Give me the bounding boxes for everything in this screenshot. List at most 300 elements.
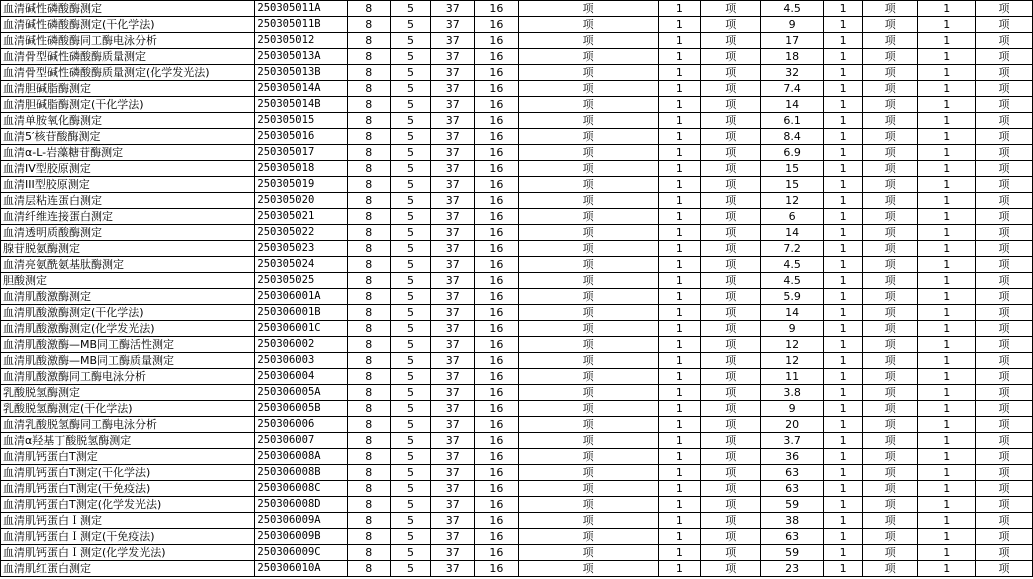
value-cell[interactable]: 16 <box>475 353 519 369</box>
count-cell[interactable]: 1 <box>658 257 701 273</box>
value-cell[interactable]: 5 <box>390 241 431 257</box>
unit-cell[interactable]: 项 <box>976 465 1033 481</box>
count-cell[interactable]: 1 <box>658 193 701 209</box>
value-cell[interactable]: 16 <box>475 305 519 321</box>
value-cell[interactable]: 8 <box>348 97 391 113</box>
unit-cell[interactable]: 项 <box>701 49 761 65</box>
count-cell[interactable]: 1 <box>658 17 701 33</box>
value-cell[interactable]: 8 <box>348 305 391 321</box>
value-cell[interactable]: 16 <box>475 289 519 305</box>
value-cell[interactable]: 8 <box>348 209 391 225</box>
count-cell[interactable]: 1 <box>918 65 976 81</box>
count-cell[interactable]: 1 <box>918 273 976 289</box>
unit-cell[interactable]: 项 <box>863 561 918 577</box>
count-cell[interactable]: 1 <box>918 353 976 369</box>
count-cell[interactable]: 1 <box>658 513 701 529</box>
count-cell[interactable]: 1 <box>918 17 976 33</box>
value-cell[interactable]: 8 <box>348 337 391 353</box>
unit-cell[interactable]: 项 <box>976 337 1033 353</box>
price-cell[interactable]: 63 <box>761 481 824 497</box>
count-cell[interactable]: 1 <box>918 433 976 449</box>
count-cell[interactable]: 1 <box>918 161 976 177</box>
item-code-cell[interactable]: 250305013B <box>255 65 348 81</box>
count-cell[interactable]: 1 <box>824 225 863 241</box>
value-cell[interactable]: 16 <box>475 33 519 49</box>
value-cell[interactable]: 16 <box>475 161 519 177</box>
unit-cell[interactable]: 项 <box>701 193 761 209</box>
value-cell[interactable]: 37 <box>431 305 475 321</box>
value-cell[interactable]: 8 <box>348 369 391 385</box>
value-cell[interactable]: 37 <box>431 369 475 385</box>
item-code-cell[interactable]: 250305015 <box>255 113 348 129</box>
value-cell[interactable]: 16 <box>475 225 519 241</box>
item-code-cell[interactable]: 250305011B <box>255 17 348 33</box>
price-cell[interactable]: 63 <box>761 465 824 481</box>
value-cell[interactable]: 16 <box>475 273 519 289</box>
unit-cell[interactable]: 项 <box>863 113 918 129</box>
item-code-cell[interactable]: 250305012 <box>255 33 348 49</box>
item-name-cell[interactable]: 血清胆碱脂酶测定 <box>1 81 255 97</box>
count-cell[interactable]: 1 <box>918 129 976 145</box>
value-cell[interactable]: 5 <box>390 161 431 177</box>
item-name-cell[interactable]: 血清肌红蛋白测定 <box>1 561 255 577</box>
value-cell[interactable]: 16 <box>475 17 519 33</box>
value-cell[interactable]: 37 <box>431 433 475 449</box>
unit-cell[interactable]: 项 <box>701 129 761 145</box>
unit-cell[interactable]: 项 <box>863 193 918 209</box>
unit-cell[interactable]: 项 <box>976 97 1033 113</box>
count-cell[interactable]: 1 <box>824 97 863 113</box>
value-cell[interactable]: 5 <box>390 289 431 305</box>
value-cell[interactable]: 37 <box>431 481 475 497</box>
value-cell[interactable]: 8 <box>348 1 391 17</box>
unit-cell[interactable]: 项 <box>518 257 658 273</box>
price-cell[interactable]: 12 <box>761 193 824 209</box>
count-cell[interactable]: 1 <box>658 1 701 17</box>
value-cell[interactable]: 16 <box>475 465 519 481</box>
value-cell[interactable]: 37 <box>431 145 475 161</box>
count-cell[interactable]: 1 <box>824 513 863 529</box>
unit-cell[interactable]: 项 <box>518 17 658 33</box>
item-name-cell[interactable]: 血清肌钙蛋白T测定(化学发光法) <box>1 497 255 513</box>
item-code-cell[interactable]: 250305019 <box>255 177 348 193</box>
count-cell[interactable]: 1 <box>824 81 863 97</box>
count-cell[interactable]: 1 <box>824 529 863 545</box>
count-cell[interactable]: 1 <box>658 449 701 465</box>
unit-cell[interactable]: 项 <box>863 513 918 529</box>
unit-cell[interactable]: 项 <box>518 145 658 161</box>
count-cell[interactable]: 1 <box>658 145 701 161</box>
count-cell[interactable]: 1 <box>918 225 976 241</box>
count-cell[interactable]: 1 <box>824 1 863 17</box>
value-cell[interactable]: 5 <box>390 401 431 417</box>
value-cell[interactable]: 8 <box>348 145 391 161</box>
unit-cell[interactable]: 项 <box>701 337 761 353</box>
value-cell[interactable]: 37 <box>431 241 475 257</box>
item-code-cell[interactable]: 250306008A <box>255 449 348 465</box>
price-cell[interactable]: 59 <box>761 545 824 561</box>
value-cell[interactable]: 8 <box>348 385 391 401</box>
unit-cell[interactable]: 项 <box>701 241 761 257</box>
item-name-cell[interactable]: 血清透明质酸酶测定 <box>1 225 255 241</box>
count-cell[interactable]: 1 <box>918 305 976 321</box>
unit-cell[interactable]: 项 <box>518 369 658 385</box>
value-cell[interactable]: 5 <box>390 305 431 321</box>
price-cell[interactable]: 12 <box>761 353 824 369</box>
count-cell[interactable]: 1 <box>918 561 976 577</box>
value-cell[interactable]: 5 <box>390 497 431 513</box>
value-cell[interactable]: 16 <box>475 65 519 81</box>
item-name-cell[interactable]: 血清肌钙蛋白Ｉ测定(干免疫法) <box>1 529 255 545</box>
count-cell[interactable]: 1 <box>918 209 976 225</box>
item-name-cell[interactable]: 血清5′核苷酸酶测定 <box>1 129 255 145</box>
item-name-cell[interactable]: 血清骨型碱性磷酸酶质量测定 <box>1 49 255 65</box>
value-cell[interactable]: 5 <box>390 49 431 65</box>
unit-cell[interactable]: 项 <box>976 177 1033 193</box>
price-cell[interactable]: 14 <box>761 305 824 321</box>
value-cell[interactable]: 8 <box>348 17 391 33</box>
value-cell[interactable]: 16 <box>475 337 519 353</box>
value-cell[interactable]: 5 <box>390 257 431 273</box>
unit-cell[interactable]: 项 <box>976 81 1033 97</box>
item-name-cell[interactable]: 血清胆碱脂酶测定(干化学法) <box>1 97 255 113</box>
count-cell[interactable]: 1 <box>824 49 863 65</box>
count-cell[interactable]: 1 <box>918 241 976 257</box>
count-cell[interactable]: 1 <box>658 49 701 65</box>
price-cell[interactable]: 7.4 <box>761 81 824 97</box>
value-cell[interactable]: 8 <box>348 177 391 193</box>
value-cell[interactable]: 8 <box>348 433 391 449</box>
value-cell[interactable]: 37 <box>431 225 475 241</box>
count-cell[interactable]: 1 <box>824 17 863 33</box>
count-cell[interactable]: 1 <box>824 113 863 129</box>
value-cell[interactable]: 16 <box>475 529 519 545</box>
unit-cell[interactable]: 项 <box>701 161 761 177</box>
value-cell[interactable]: 5 <box>390 177 431 193</box>
price-cell[interactable]: 9 <box>761 321 824 337</box>
item-name-cell[interactable]: 血清肌钙蛋白T测定 <box>1 449 255 465</box>
value-cell[interactable]: 8 <box>348 49 391 65</box>
count-cell[interactable]: 1 <box>824 465 863 481</box>
unit-cell[interactable]: 项 <box>863 161 918 177</box>
price-cell[interactable]: 6 <box>761 209 824 225</box>
count-cell[interactable]: 1 <box>658 161 701 177</box>
item-code-cell[interactable]: 250306008B <box>255 465 348 481</box>
unit-cell[interactable]: 项 <box>976 49 1033 65</box>
unit-cell[interactable]: 项 <box>863 209 918 225</box>
item-name-cell[interactable]: 血清碱性磷酸酶测定(干化学法) <box>1 17 255 33</box>
value-cell[interactable]: 16 <box>475 129 519 145</box>
unit-cell[interactable]: 项 <box>701 385 761 401</box>
item-name-cell[interactable]: 血清乳酸脱氢酶同工酶电泳分析 <box>1 417 255 433</box>
unit-cell[interactable]: 项 <box>701 481 761 497</box>
count-cell[interactable]: 1 <box>918 337 976 353</box>
count-cell[interactable]: 1 <box>824 129 863 145</box>
unit-cell[interactable]: 项 <box>518 561 658 577</box>
unit-cell[interactable]: 项 <box>976 129 1033 145</box>
value-cell[interactable]: 8 <box>348 65 391 81</box>
price-cell[interactable]: 7.2 <box>761 241 824 257</box>
value-cell[interactable]: 16 <box>475 385 519 401</box>
unit-cell[interactable]: 项 <box>518 417 658 433</box>
unit-cell[interactable]: 项 <box>863 497 918 513</box>
unit-cell[interactable]: 项 <box>976 161 1033 177</box>
value-cell[interactable]: 5 <box>390 417 431 433</box>
item-code-cell[interactable]: 250305011A <box>255 1 348 17</box>
unit-cell[interactable]: 项 <box>701 321 761 337</box>
count-cell[interactable]: 1 <box>658 497 701 513</box>
value-cell[interactable]: 5 <box>390 529 431 545</box>
item-name-cell[interactable]: 血清层粘连蛋白测定 <box>1 193 255 209</box>
count-cell[interactable]: 1 <box>658 65 701 81</box>
item-name-cell[interactable]: 血清单胺氧化酶测定 <box>1 113 255 129</box>
value-cell[interactable]: 37 <box>431 81 475 97</box>
unit-cell[interactable]: 项 <box>863 177 918 193</box>
unit-cell[interactable]: 项 <box>976 209 1033 225</box>
value-cell[interactable]: 37 <box>431 561 475 577</box>
item-code-cell[interactable]: 250306007 <box>255 433 348 449</box>
count-cell[interactable]: 1 <box>824 145 863 161</box>
item-code-cell[interactable]: 250306008C <box>255 481 348 497</box>
item-code-cell[interactable]: 250306005B <box>255 401 348 417</box>
count-cell[interactable]: 1 <box>918 1 976 17</box>
value-cell[interactable]: 16 <box>475 401 519 417</box>
unit-cell[interactable]: 项 <box>518 321 658 337</box>
count-cell[interactable]: 1 <box>824 289 863 305</box>
value-cell[interactable]: 16 <box>475 81 519 97</box>
unit-cell[interactable]: 项 <box>976 273 1033 289</box>
value-cell[interactable]: 37 <box>431 129 475 145</box>
count-cell[interactable]: 1 <box>918 465 976 481</box>
value-cell[interactable]: 8 <box>348 529 391 545</box>
count-cell[interactable]: 1 <box>824 321 863 337</box>
value-cell[interactable]: 8 <box>348 401 391 417</box>
unit-cell[interactable]: 项 <box>976 305 1033 321</box>
unit-cell[interactable]: 项 <box>976 417 1033 433</box>
value-cell[interactable]: 37 <box>431 273 475 289</box>
item-code-cell[interactable]: 250306001B <box>255 305 348 321</box>
count-cell[interactable]: 1 <box>824 497 863 513</box>
item-name-cell[interactable]: 血清肌酸激酶测定(干化学法) <box>1 305 255 321</box>
value-cell[interactable]: 37 <box>431 177 475 193</box>
value-cell[interactable]: 5 <box>390 17 431 33</box>
count-cell[interactable]: 1 <box>658 369 701 385</box>
unit-cell[interactable]: 项 <box>976 17 1033 33</box>
unit-cell[interactable]: 项 <box>701 81 761 97</box>
unit-cell[interactable]: 项 <box>701 17 761 33</box>
item-name-cell[interactable]: 血清纤维连接蛋白测定 <box>1 209 255 225</box>
item-code-cell[interactable]: 250306001A <box>255 289 348 305</box>
count-cell[interactable]: 1 <box>918 193 976 209</box>
unit-cell[interactable]: 项 <box>863 129 918 145</box>
count-cell[interactable]: 1 <box>918 49 976 65</box>
price-cell[interactable]: 15 <box>761 161 824 177</box>
unit-cell[interactable]: 项 <box>976 449 1033 465</box>
value-cell[interactable]: 5 <box>390 113 431 129</box>
unit-cell[interactable]: 项 <box>976 113 1033 129</box>
unit-cell[interactable]: 项 <box>976 385 1033 401</box>
price-cell[interactable]: 18 <box>761 49 824 65</box>
unit-cell[interactable]: 项 <box>701 177 761 193</box>
count-cell[interactable]: 1 <box>824 401 863 417</box>
unit-cell[interactable]: 项 <box>976 257 1033 273</box>
value-cell[interactable]: 16 <box>475 321 519 337</box>
count-cell[interactable]: 1 <box>824 385 863 401</box>
unit-cell[interactable]: 项 <box>863 65 918 81</box>
value-cell[interactable]: 16 <box>475 449 519 465</box>
item-code-cell[interactable]: 250306009B <box>255 529 348 545</box>
unit-cell[interactable]: 项 <box>518 433 658 449</box>
unit-cell[interactable]: 项 <box>863 1 918 17</box>
unit-cell[interactable]: 项 <box>518 33 658 49</box>
value-cell[interactable]: 37 <box>431 449 475 465</box>
count-cell[interactable]: 1 <box>918 385 976 401</box>
value-cell[interactable]: 8 <box>348 497 391 513</box>
value-cell[interactable]: 8 <box>348 417 391 433</box>
value-cell[interactable]: 37 <box>431 65 475 81</box>
price-cell[interactable]: 3.7 <box>761 433 824 449</box>
unit-cell[interactable]: 项 <box>976 369 1033 385</box>
value-cell[interactable]: 5 <box>390 273 431 289</box>
price-cell[interactable]: 9 <box>761 401 824 417</box>
item-code-cell[interactable]: 250305018 <box>255 161 348 177</box>
value-cell[interactable]: 16 <box>475 545 519 561</box>
unit-cell[interactable]: 项 <box>518 49 658 65</box>
value-cell[interactable]: 8 <box>348 225 391 241</box>
item-code-cell[interactable]: 250305016 <box>255 129 348 145</box>
value-cell[interactable]: 5 <box>390 33 431 49</box>
unit-cell[interactable]: 项 <box>863 481 918 497</box>
price-cell[interactable]: 14 <box>761 97 824 113</box>
count-cell[interactable]: 1 <box>918 321 976 337</box>
unit-cell[interactable]: 项 <box>976 321 1033 337</box>
unit-cell[interactable]: 项 <box>701 65 761 81</box>
price-cell[interactable]: 20 <box>761 417 824 433</box>
item-code-cell[interactable]: 250305014A <box>255 81 348 97</box>
item-name-cell[interactable]: 血清α羟基丁酸脱氢酶测定 <box>1 433 255 449</box>
value-cell[interactable]: 16 <box>475 481 519 497</box>
count-cell[interactable]: 1 <box>824 257 863 273</box>
value-cell[interactable]: 37 <box>431 385 475 401</box>
count-cell[interactable]: 1 <box>918 497 976 513</box>
count-cell[interactable]: 1 <box>918 513 976 529</box>
unit-cell[interactable]: 项 <box>701 497 761 513</box>
unit-cell[interactable]: 项 <box>518 209 658 225</box>
count-cell[interactable]: 1 <box>824 305 863 321</box>
item-code-cell[interactable]: 250305023 <box>255 241 348 257</box>
item-name-cell[interactable]: 血清肌钙蛋白Ｉ测定(化学发光法) <box>1 545 255 561</box>
item-name-cell[interactable]: 血清碱性磷酸酶同工酶电泳分析 <box>1 33 255 49</box>
item-name-cell[interactable]: 乳酸脱氢酶测定 <box>1 385 255 401</box>
value-cell[interactable]: 16 <box>475 49 519 65</box>
item-name-cell[interactable]: 血清骨型碱性磷酸酶质量测定(化学发光法) <box>1 65 255 81</box>
value-cell[interactable]: 16 <box>475 177 519 193</box>
item-name-cell[interactable]: 血清IV型胶原测定 <box>1 161 255 177</box>
unit-cell[interactable]: 项 <box>518 97 658 113</box>
unit-cell[interactable]: 项 <box>976 353 1033 369</box>
unit-cell[interactable]: 项 <box>863 289 918 305</box>
unit-cell[interactable]: 项 <box>863 369 918 385</box>
value-cell[interactable]: 5 <box>390 1 431 17</box>
unit-cell[interactable]: 项 <box>518 497 658 513</box>
unit-cell[interactable]: 项 <box>976 241 1033 257</box>
count-cell[interactable]: 1 <box>658 33 701 49</box>
unit-cell[interactable]: 项 <box>518 481 658 497</box>
unit-cell[interactable]: 项 <box>701 33 761 49</box>
value-cell[interactable]: 8 <box>348 289 391 305</box>
item-name-cell[interactable]: 血清肌钙蛋白Ｉ测定 <box>1 513 255 529</box>
unit-cell[interactable]: 项 <box>518 1 658 17</box>
value-cell[interactable]: 8 <box>348 353 391 369</box>
unit-cell[interactable]: 项 <box>518 193 658 209</box>
unit-cell[interactable]: 项 <box>701 561 761 577</box>
unit-cell[interactable]: 项 <box>518 81 658 97</box>
count-cell[interactable]: 1 <box>824 273 863 289</box>
value-cell[interactable]: 16 <box>475 1 519 17</box>
unit-cell[interactable]: 项 <box>976 1 1033 17</box>
value-cell[interactable]: 8 <box>348 449 391 465</box>
price-cell[interactable]: 38 <box>761 513 824 529</box>
unit-cell[interactable]: 项 <box>518 161 658 177</box>
value-cell[interactable]: 37 <box>431 465 475 481</box>
count-cell[interactable]: 1 <box>824 337 863 353</box>
value-cell[interactable]: 8 <box>348 113 391 129</box>
item-name-cell[interactable]: 血清α-L-岩藻糖苷酶测定 <box>1 145 255 161</box>
value-cell[interactable]: 37 <box>431 545 475 561</box>
item-name-cell[interactable]: 血清肌钙蛋白T测定(干化学法) <box>1 465 255 481</box>
count-cell[interactable]: 1 <box>824 209 863 225</box>
count-cell[interactable]: 1 <box>658 289 701 305</box>
price-cell[interactable]: 6.1 <box>761 113 824 129</box>
value-cell[interactable]: 37 <box>431 289 475 305</box>
price-cell[interactable]: 63 <box>761 529 824 545</box>
value-cell[interactable]: 16 <box>475 433 519 449</box>
unit-cell[interactable]: 项 <box>518 177 658 193</box>
value-cell[interactable]: 16 <box>475 193 519 209</box>
unit-cell[interactable]: 项 <box>518 129 658 145</box>
unit-cell[interactable]: 项 <box>701 209 761 225</box>
value-cell[interactable]: 37 <box>431 33 475 49</box>
unit-cell[interactable]: 项 <box>518 529 658 545</box>
count-cell[interactable]: 1 <box>824 65 863 81</box>
value-cell[interactable]: 37 <box>431 321 475 337</box>
unit-cell[interactable]: 项 <box>701 401 761 417</box>
count-cell[interactable]: 1 <box>824 33 863 49</box>
unit-cell[interactable]: 项 <box>701 449 761 465</box>
unit-cell[interactable]: 项 <box>701 513 761 529</box>
value-cell[interactable]: 5 <box>390 513 431 529</box>
item-name-cell[interactable]: 血清肌钙蛋白T测定(干免疫法) <box>1 481 255 497</box>
value-cell[interactable]: 37 <box>431 161 475 177</box>
count-cell[interactable]: 1 <box>918 289 976 305</box>
value-cell[interactable]: 5 <box>390 209 431 225</box>
price-cell[interactable]: 14 <box>761 225 824 241</box>
unit-cell[interactable]: 项 <box>976 513 1033 529</box>
count-cell[interactable]: 1 <box>824 241 863 257</box>
value-cell[interactable]: 37 <box>431 497 475 513</box>
unit-cell[interactable]: 项 <box>976 225 1033 241</box>
item-code-cell[interactable]: 250306008D <box>255 497 348 513</box>
count-cell[interactable]: 1 <box>658 129 701 145</box>
item-code-cell[interactable]: 250305017 <box>255 145 348 161</box>
item-code-cell[interactable]: 250306005A <box>255 385 348 401</box>
unit-cell[interactable]: 项 <box>863 17 918 33</box>
count-cell[interactable]: 1 <box>918 145 976 161</box>
price-cell[interactable]: 8.4 <box>761 129 824 145</box>
value-cell[interactable]: 8 <box>348 161 391 177</box>
count-cell[interactable]: 1 <box>658 417 701 433</box>
value-cell[interactable]: 5 <box>390 369 431 385</box>
